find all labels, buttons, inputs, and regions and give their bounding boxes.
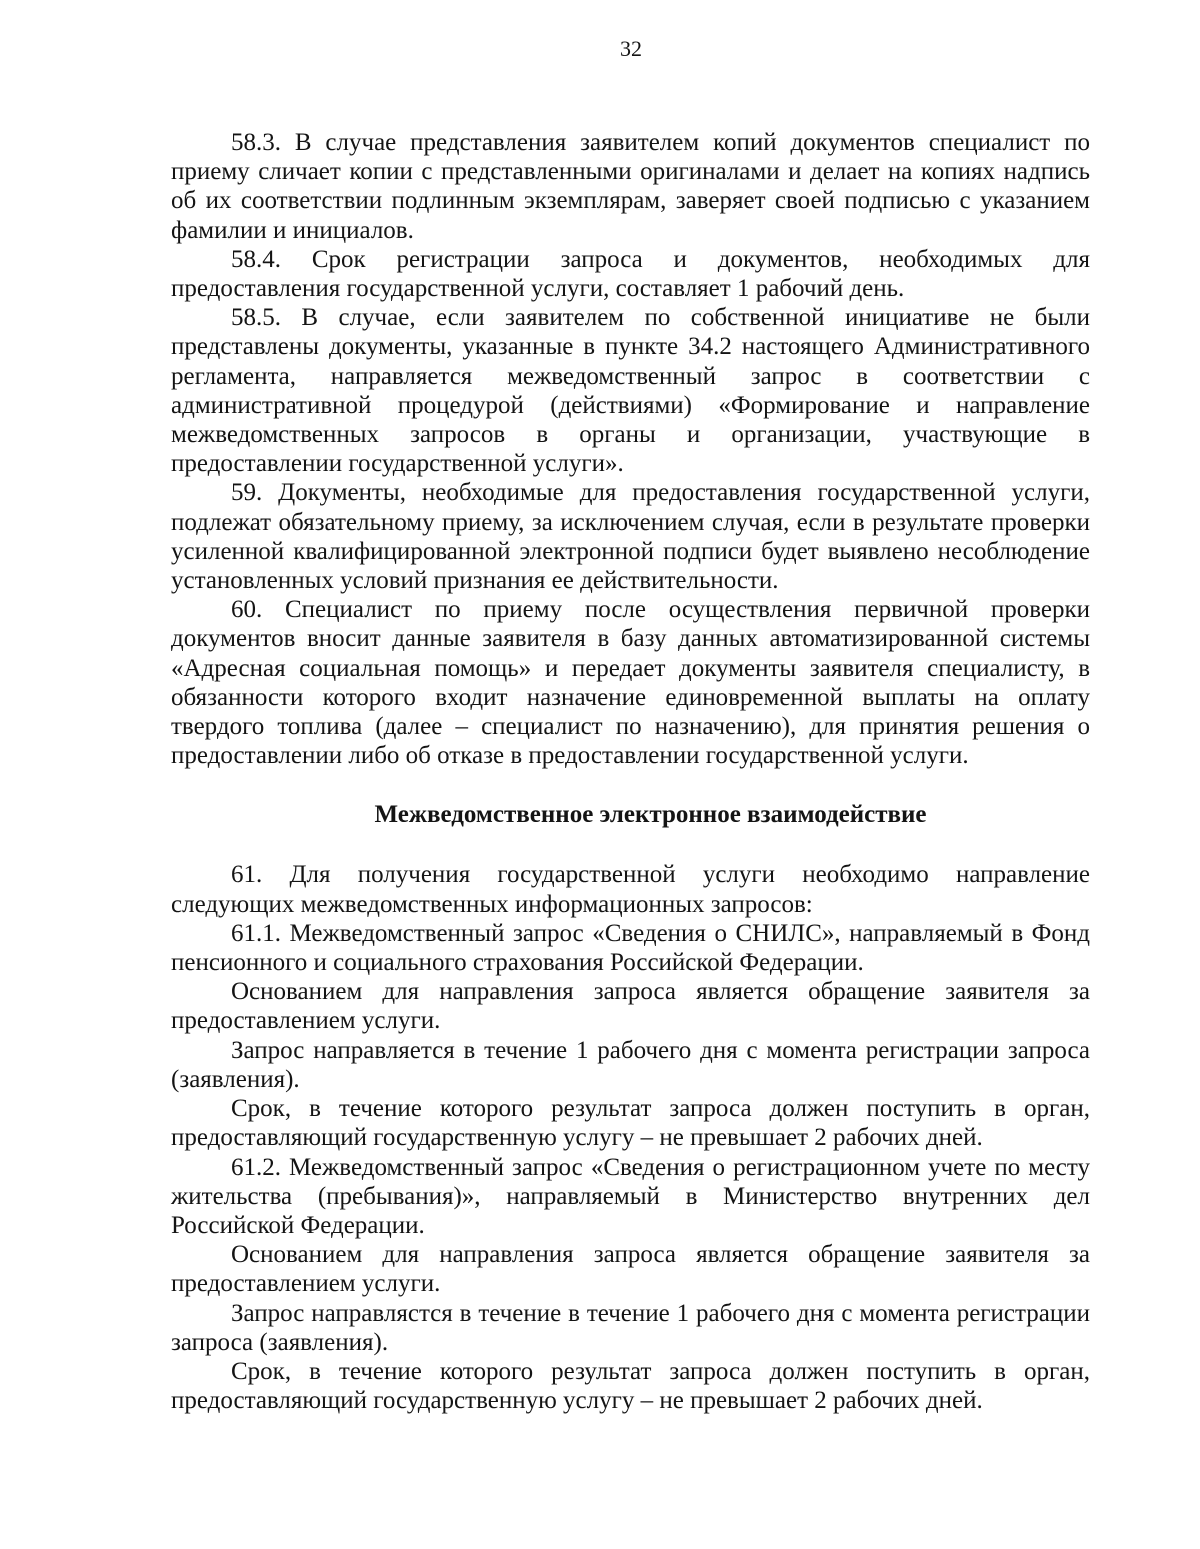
paragraph-61-2-basis: Основанием для направления запроса является обращение заявителя за предоставлением услуги. — [171, 1241, 1090, 1298]
paragraph-61-1-timing: Запрос направляется в течение 1 рабочего дня с момента регистрации запроса (заявления). — [171, 1036, 1090, 1093]
paragraph-61-1: 61.1. Межведомственный запрос «Сведения о СНИЛС», направляемый в Фонд пенсионного и социального страхования Российской Федерации. — [171, 919, 1090, 977]
paragraph-59: 59. Документы, необходимые для предоставления государственной услуги, подлежат обязательному приему, за исключением случая, если в результате проверки усиленной квалифицированной электронной подписи будет выявлено несоблюдение установленных условий признания ее действительности. — [171, 479, 1090, 595]
paragraph-61-2: 61.2. Межведомственный запрос «Сведения о регистрационном учете по месту жительства (пребывания)», направляемый в Министерство внутренних дел Российской Федерации. — [171, 1153, 1090, 1239]
paragraph-61: 61. Для получения государственной услуги необходимо направление следующих межведомственных информационных запросов: — [171, 861, 1090, 918]
paragraph-60: 60. Специалист по приему после осуществления первичной проверки документов вносит данные заявителя в базу данных автоматизированной системы «Адресная социальная помощь» и передает документы заявителя специалисту, в обязанности которого входит назначение единовременной выплаты на оплату твердого топлива (далее – специалист по назначению), для принятия решения о предоставлении либо об отказе в предоставлении государственной услуги. — [171, 596, 1090, 770]
paragraph-58-5: 58.5. В случае, если заявителем по собственной инициативе не были представлены документы, указанные в пункте 34.2 настоящего Административного регламента, направляется межведомственный запрос в соответствии с административной процедурой (действиями) «Формирование и направление межведомственных запросов в органы и организации, участвующие в предоставлении государственной услуги». — [171, 304, 1090, 478]
paragraph-61-1-basis: Основанием для направления запроса является обращение заявителя за предоставлением услуги. — [171, 978, 1090, 1035]
paragraph-58-3: 58.3. В случае представления заявителем копий документов специалист по приему сличает копии с представленными оригиналами и делает на копиях надпись об их соответствии подлинным экземплярам, заверяет своей подписью с указанием фамилии и инициалов. — [171, 129, 1090, 244]
paragraph-61-1-deadline: Срок, в течение которого результат запроса должен поступить в орган, предоставляющий государственную услугу – не превышает 2 рабочих дней. — [171, 1095, 1090, 1152]
page-number: 32 — [620, 36, 642, 61]
paragraph-61-2-timing: Запрос направлястся в течение в течение 1 рабочего дня с момента регистрации запроса (заявления). — [171, 1299, 1090, 1356]
paragraph-61-2-deadline: Срок, в течение которого результат запроса должен поступить в орган, предоставляющий государственную услугу – не превышает 2 рабочих дней. — [171, 1357, 1090, 1415]
document-body — [171, 128, 1090, 1415]
section-heading: Межведомственное электронное взаимодействие — [374, 801, 927, 829]
paragraph-58-4: 58.4. Срок регистрации запроса и документов, необходимых для предоставления государственной услуги, составляет 1 рабочий день. — [171, 245, 1090, 303]
